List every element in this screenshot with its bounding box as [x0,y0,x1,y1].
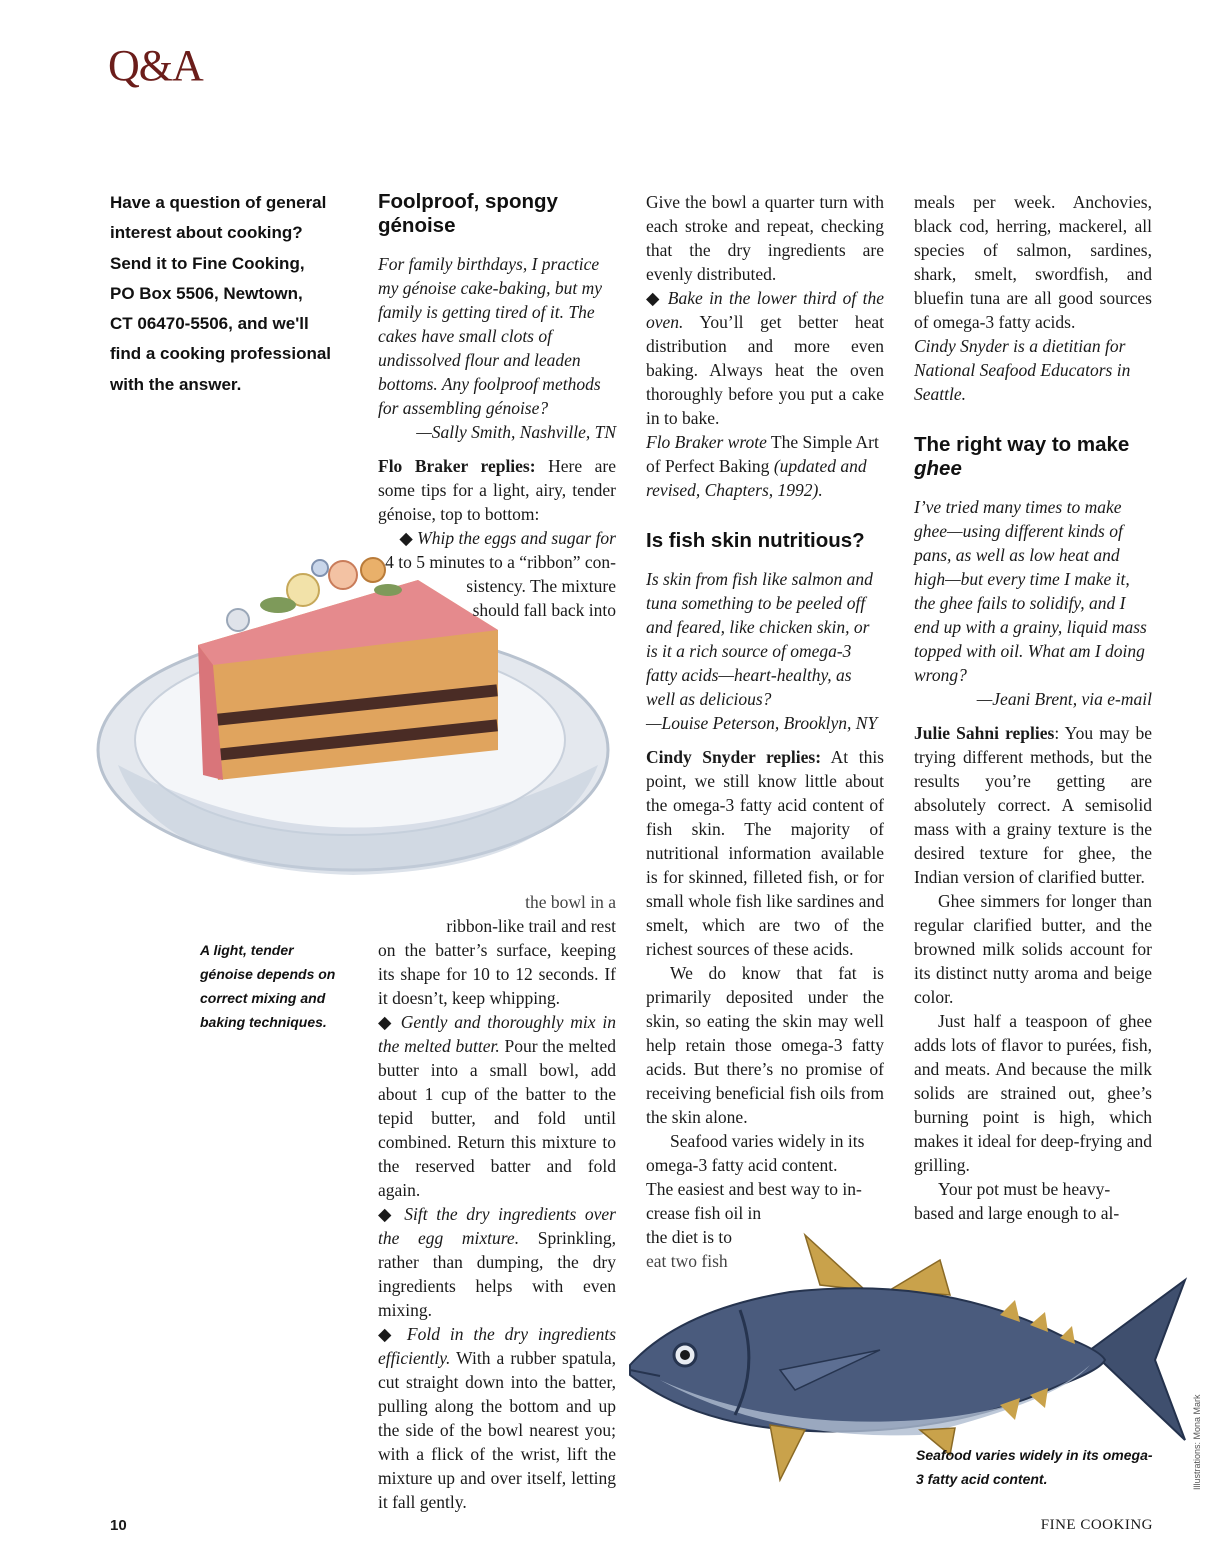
author-bio: Cindy Snyder is a dietitian for National Seafood Educators in Seattle. [914,336,1131,404]
reply-text: The easiest and best way to in- [646,1179,862,1199]
tip-text: Pour the melted butter into a small bowl, add about 1 cup of the batter to the tepid butter, and fold until combined. Return this mixture to the reserved batter and fold again. [378,1036,616,1200]
sidebar-line: interest about cooking? [110,223,303,243]
article-title: Is fish skin nutritious? [646,529,865,552]
author-bio: Flo Braker wrote [646,432,767,452]
reply-text: eat two fish [646,1251,728,1271]
article-title: génoise [378,214,456,237]
sidebar-line: Send it to Fine Cooking, [110,253,305,273]
cake-caption [200,938,360,1034]
book-title: The Simple Art of Perfect Baking [646,432,879,476]
tip-text: Give the bowl a quarter turn with each stroke and repeat, checking that the dry ingredients are evenly distributed. [646,192,884,284]
reply-text: At this point, we still know little about the omega-3 fatty acid content of fish skin. The majority of nutritional information available is for skinned, filleted fish, or for small whole fish like sardines and smelt, which are two of the richest sources of these acids. [646,747,884,959]
reply-text: omega-3 fatty acid content. [646,1155,838,1175]
tip-heading: ◆ Bake in the lower third of the oven. [646,288,884,332]
tip-heading: ◆ Gently and thoroughly mix in the melted butter. [378,1012,616,1056]
reply-text: meals per week. Anchovies, black cod, herring, mackerel, all species of salmon, sardines, shark, smelt, swordfish, and bluefin tuna are all good sources of omega-3 fatty acids. [914,192,1152,332]
magazine-name: FINE COOKING [1040,1517,1153,1533]
caption-line: génoise depends on [200,966,336,982]
tip-text: the bowl in a [525,892,616,912]
tip-text: 4 to 5 minutes to a “ribbon” con- [385,552,616,572]
reply-text: We do know that fat is primarily deposited under the skin, so eating the skin may well help retain those omega-3 fatty acids. But there’s no promise of receiving beneficial fish oils from the skin alone. [646,963,884,1127]
article-title: ghee [914,457,962,480]
reader-question: I’ve tried many times to make ghee—using different kinds of pans, as well as low heat and high—but every time I make it, the ghee fails to solidify, and I end up with a grainy, liquid mass topped with oil. What am I doing wrong? [914,497,1147,685]
article-column-2 [646,190,884,1273]
sidebar-line: find a cooking professional [110,344,332,364]
fish-caption [916,1443,1166,1491]
article-genoise-continued [378,890,616,1514]
tip-heading: ◆ Fold in the dry ingredients efficiently. [378,1324,616,1368]
caption-line: 3 fatty acid content. [916,1471,1048,1487]
article-title: Foolproof, spongy [378,190,558,213]
reply-text: Your pot must be heavy- [938,1179,1111,1199]
sidebar-line: with the answer. [110,374,242,394]
tip-text: on the batter’s surface, keeping its shape for 10 to 12 seconds. If it doesn’t, keep whipping. [378,940,616,1008]
reply-text: Seafood varies widely in its [670,1131,865,1151]
reply-text: Ghee simmers for longer than regular clarified butter, and the browned milk solids account for its distinct nutty aroma and beige color. [914,891,1152,1007]
reply-text: crease fish oil in [646,1203,762,1223]
reply-name: Flo Braker replies: [378,456,536,476]
tip-text: sistency. The mixture [466,576,616,596]
article-title: The right way to make [914,433,1130,456]
reply-text: the diet is to [646,1227,733,1247]
tip-text: With a rubber spatula, cut straight down into the batter, pulling along the bottom and up the side of the bowl nearest you; with a flick of the wrist, lift the mixture up and over itself, letting it fall gently. [378,1348,616,1512]
section-title: Q&A [108,41,203,90]
question-signature: —Jeani Brent, via e-mail [976,689,1152,709]
author-bio: (updated and revised, Chapters, 1992). [646,456,867,500]
tip-text: should fall back into [472,600,616,620]
tip-text: You’ll get better heat distribution and more even baking. Always heat the oven thoroughly before you put a cake in to bake. [646,312,884,428]
page-number: 10 [110,1517,127,1534]
reply-name: Julie Sahni replies [914,723,1055,743]
question-signature: —Louise Peterson, Brooklyn, NY [646,713,878,733]
reader-question: Is skin from fish like salmon and tuna something to be peeled off and feared, like chicken skin, or is it a rich source of omega-3 fatty acids—heart-healthy, as well as delicious? [646,569,873,709]
reply-text: Here are some tips for a light, airy, tender génoise, top to bottom: [378,456,616,524]
sidebar-line: CT 06470-5506, and we'll [110,314,309,334]
submission-sidebar [110,188,355,400]
tip-text: ◆ Whip the eggs and sugar for [399,528,616,548]
reply-text: Just half a teaspoon of ghee adds lots of flavor to purées, fish, and meats. And because the milk solids are strained out, ghee’s burning point is high, which makes it ideal for deep-frying and grilling. [914,1011,1152,1175]
caption-line: A light, tender [200,942,294,958]
caption-line: baking techniques. [200,1014,327,1030]
caption-line: Seafood varies widely in its omega- [916,1447,1153,1463]
caption-line: correct mixing and [200,990,326,1006]
article-column-3 [914,190,1152,1225]
sidebar-line: Have a question of general [110,193,327,212]
tip-text: Sprinkling, rather than dumping, the dry ingredients helps with even mixing. [378,1228,616,1320]
reader-question: For family birthdays, I practice my génoise cake-baking, but my family is getting tired of it. The cakes have small clots of undissolved flour and leaden bottoms. Any foolproof methods for assembling génoise? [378,254,603,418]
tip-text: ribbon-like trail and rest [446,916,616,936]
reply-name: Cindy Snyder replies: [646,747,822,767]
reply-text: based and large enough to al- [914,1203,1120,1223]
question-signature: —Sally Smith, Nashville, TN [416,422,616,442]
article-genoise [378,190,616,622]
tip-heading: ◆ Sift the dry ingredients over the egg mixture. [378,1204,616,1248]
reply-text: : You may be trying different methods, but the results you’re getting are absolutely correct. A semisolid mass with a grainy texture is the desired texture for ghee, the Indian version of clarified butter. [914,723,1152,887]
illustration-credit: Illustrations: Mona Mark [1192,1394,1202,1490]
sidebar-line: PO Box 5506, Newtown, [110,283,303,303]
